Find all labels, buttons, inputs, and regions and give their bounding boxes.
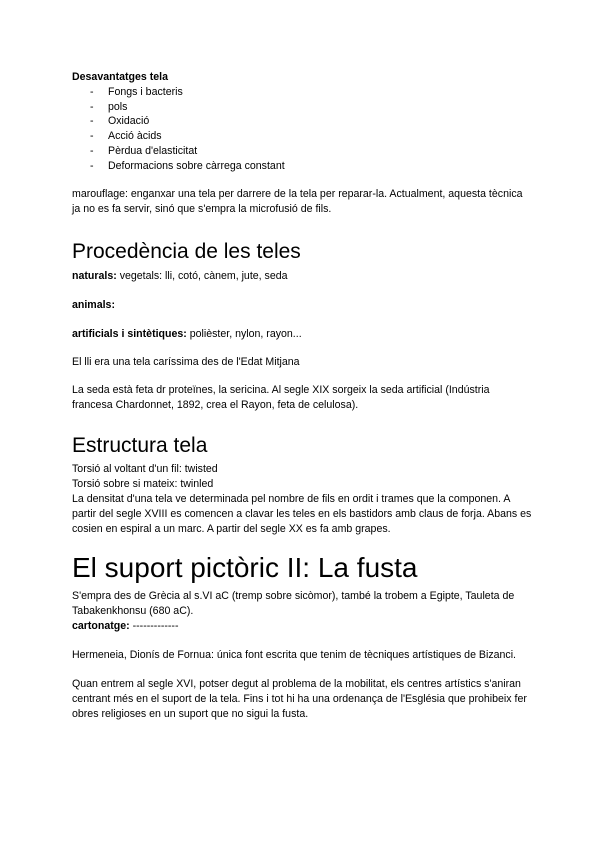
naturals-label: naturals: bbox=[72, 270, 117, 283]
marouflage-paragraph: marouflage: enganxar una tela per darrere de la tela per reparar-la. Actualment, aquesta tècnica ja no es fa servir, sinó que s'empra la microfusió de fils. bbox=[72, 188, 523, 216]
animals-label: animals: bbox=[72, 299, 115, 312]
disadvantages-heading: Desavantatges tela bbox=[72, 71, 168, 83]
document-page bbox=[72, 70, 532, 722]
cartonatge-label: cartonatge: bbox=[72, 620, 130, 633]
list-item: - pols bbox=[90, 100, 532, 115]
list-item: - Pèrdua d'elasticitat bbox=[90, 144, 532, 159]
list-item: - Acció àcids bbox=[90, 129, 532, 144]
disadvantages-list bbox=[72, 85, 532, 173]
quan-paragraph: Quan entrem al segle XVI, potser degut al problema de la mobilitat, els centres artístics s'aniran centrant més en el suport de la tela. Fins i tot hi ha una ordenança de l'Església que prohibeix fer obres religioses en un suport que no sigui la fusta. bbox=[72, 678, 527, 721]
density-paragraph: La densitat d'una tela ve determinada pel nombre de fils en ordit i trames que la componen. A partir del segle XVIII es comencen a clavar les teles en els bastidors amb claus de forja. Abans es cosien en espiral a un marc. A partir del segle XX es fa amb grapes. bbox=[72, 493, 532, 536]
structure-heading: Estructura tela bbox=[72, 434, 208, 458]
artificials-label: artificials i sintètiques: bbox=[72, 328, 187, 341]
hermeneia-paragraph: Hermeneia, Dionís de Fornua: única font escrita que tenim de tècniques artístiques de Bizanci. bbox=[72, 649, 517, 662]
seda-paragraph: La seda està feta dr proteïnes, la sericina. Al segle XIX sorgeix la seda artificial (Indústria francesa Chardonnet, 1892, crea el Rayon, feta de celulosa). bbox=[72, 384, 490, 412]
list-item: - Deformacions sobre càrrega constant bbox=[90, 159, 532, 174]
lli-paragraph: El lli era una tela caríssima des de l'Edat Mitjana bbox=[72, 356, 300, 369]
artificials-text: polièster, nylon, rayon... bbox=[186, 328, 302, 341]
artificials-line bbox=[72, 327, 532, 342]
origin-heading: Procedència de les teles bbox=[72, 240, 301, 264]
naturals-text: vegetals: lli, cotó, cànem, jute, seda bbox=[116, 270, 288, 283]
wood-heading: El suport pictòric II: La fusta bbox=[72, 552, 418, 584]
wood-intro: S'empra des de Grècia al s.VI aC (tremp sobre sicòmor), també la trobem a Egipte, Tauleta de Tabakenkhonsu (680 aC). bbox=[72, 590, 515, 618]
cartonatge-line bbox=[72, 619, 532, 634]
cartonatge-text: ------------- bbox=[129, 620, 179, 633]
naturals-line bbox=[72, 269, 532, 284]
list-item: - Fongs i bacteris bbox=[90, 85, 532, 100]
twinled-line: Torsió sobre si mateix: twinled bbox=[72, 478, 214, 491]
list-item: - Oxidació bbox=[90, 114, 532, 129]
twisted-line: Torsió al voltant d'un fil: twisted bbox=[72, 463, 218, 476]
